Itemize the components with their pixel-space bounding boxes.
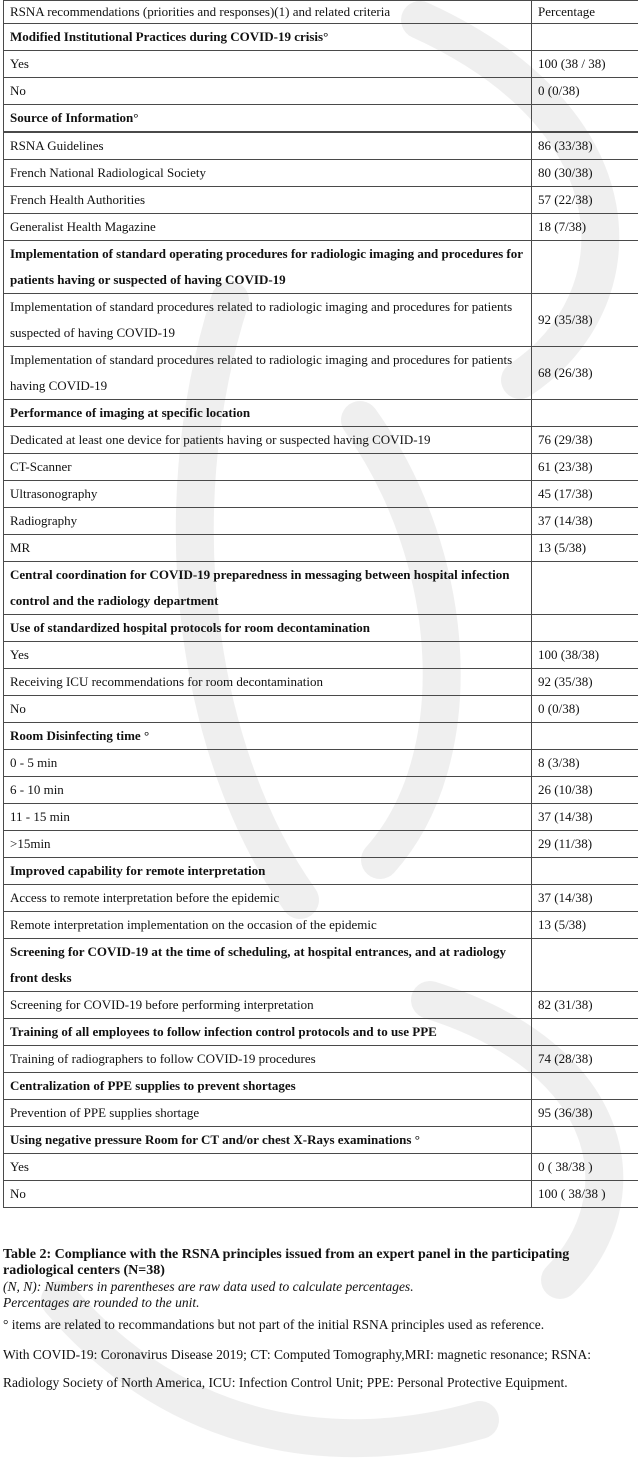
row-percentage: 61 (23/38) [532,454,638,481]
row-percentage [532,105,638,132]
table-row [4,912,638,939]
row-percentage: 100 (38/38) [532,642,638,669]
row-label: French National Radiological Society [4,160,532,187]
row-percentage [532,400,638,427]
table-section-row [4,241,638,294]
row-label: No [4,696,532,723]
row-percentage [532,1019,638,1046]
row-percentage: 92 (35/38) [532,294,638,347]
caption-note-rounding: Percentages are rounded to the unit. [3,1295,200,1310]
row-percentage: 8 (3/38) [532,750,638,777]
section-label: Source of Information° [4,105,532,132]
row-percentage [532,1127,638,1154]
table-section-row [4,723,638,750]
row-label: MR [4,535,532,562]
row-percentage [532,1073,638,1100]
row-percentage: 29 (11/38) [532,831,638,858]
table-row [4,1100,638,1127]
row-percentage [532,939,638,992]
row-label: Training of radiographers to follow COVID-19 procedures [4,1046,532,1073]
row-percentage: 80 (30/38) [532,160,638,187]
row-label: RSNA Guidelines [4,133,532,160]
table-row [4,777,638,804]
table-row [4,294,638,347]
compliance-table [3,0,638,1208]
table-row [4,642,638,669]
section-label: Implementation of standard operating procedures for radiologic imaging and procedures for patients having or suspected of having COVID-19 [4,241,532,294]
row-label: 6 - 10 min [4,777,532,804]
row-label: Dedicated at least one device for patients having or suspected having COVID-19 [4,427,532,454]
row-percentage [532,24,638,51]
row-percentage: 57 (22/38) [532,187,638,214]
caption-title: Table 2: Compliance with the RSNA principles issued from an expert panel in the participating radiological centers (N=38) [3,1247,570,1278]
table-section-row [4,1127,638,1154]
row-percentage [532,858,638,885]
row-label: 0 - 5 min [4,750,532,777]
row-percentage: 45 (17/38) [532,481,638,508]
table-row [4,160,638,187]
table-section-row [4,400,638,427]
table-row [4,669,638,696]
row-percentage: 13 (5/38) [532,535,638,562]
section-label: Use of standardized hospital protocols for room decontamination [4,615,532,642]
section-label: Improved capability for remote interpretation [4,858,532,885]
row-percentage [532,241,638,294]
table-section-row [4,1073,638,1100]
row-percentage: 18 (7/38) [532,214,638,241]
header-percentage: Percentage [532,1,638,24]
table-row [4,214,638,241]
row-label: Yes [4,1154,532,1181]
row-percentage: 0 (0/38) [532,78,638,105]
section-label: Room Disinfecting time ° [4,723,532,750]
section-label: Using negative pressure Room for CT and/or chest X-Rays examinations ° [4,1127,532,1154]
row-label: Remote interpretation implementation on the occasion of the epidemic [4,912,532,939]
row-label: French Health Authorities [4,187,532,214]
row-label: Prevention of PPE supplies shortage [4,1100,532,1127]
row-label: Access to remote interpretation before the epidemic [4,885,532,912]
row-percentage: 37 (14/38) [532,508,638,535]
section-label: Screening for COVID-19 at the time of scheduling, at hospital entrances, and at radiology front desks [4,939,532,992]
table-row [4,831,638,858]
table-row [4,696,638,723]
section-label: Training of all employees to follow infection control protocols and to use PPE [4,1019,532,1046]
table-row [4,427,638,454]
table-section-row [4,1019,638,1046]
row-label: Screening for COVID-19 before performing interpretation [4,992,532,1019]
row-label: No [4,78,532,105]
table-row [4,508,638,535]
row-percentage: 13 (5/38) [532,912,638,939]
row-label: Implementation of standard procedures related to radiologic imaging and procedures for patients suspected of having COVID-19 [4,294,532,347]
row-label: Yes [4,642,532,669]
row-percentage: 68 (26/38) [532,347,638,400]
table-row [4,481,638,508]
table-section-row [4,858,638,885]
row-label: >15min [4,831,532,858]
row-label: Yes [4,51,532,78]
row-percentage: 92 (35/38) [532,669,638,696]
section-label: Central coordination for COVID-19 preparedness in messaging between hospital infection control and the radiology department [4,562,532,615]
table-row [4,51,638,78]
table-row [4,535,638,562]
row-percentage [532,615,638,642]
caption-note-raw-data: (N, N): Numbers in parentheses are raw data used to calculate percentages. [3,1279,414,1294]
row-percentage: 100 (38 / 38) [532,51,638,78]
row-label: Ultrasonography [4,481,532,508]
row-label: Generalist Health Magazine [4,214,532,241]
section-label: Performance of imaging at specific location [4,400,532,427]
table-row [4,1046,638,1073]
table-row [4,187,638,214]
table-section-row [4,24,638,51]
row-percentage: 86 (33/38) [532,133,638,160]
table-section-row [4,105,638,132]
caption-note-degree: ° items are related to recommandations but not part of the initial RSNA principles used as reference. [3,1317,545,1332]
table-section-row [4,939,638,992]
row-percentage: 95 (36/38) [532,1100,638,1127]
table-section-row [4,615,638,642]
section-label: Modified Institutional Practices during COVID-19 crisis° [4,24,532,51]
row-label: Radiography [4,508,532,535]
table-row [4,750,638,777]
row-label: 11 - 15 min [4,804,532,831]
row-label: No [4,1181,532,1208]
table-row [4,133,638,160]
row-percentage: 37 (14/38) [532,804,638,831]
table-row [4,804,638,831]
table-row [4,992,638,1019]
table-row [4,454,638,481]
row-percentage: 26 (10/38) [532,777,638,804]
table-section-row [4,562,638,615]
row-label: CT-Scanner [4,454,532,481]
table-caption [3,1247,633,1397]
row-label: Implementation of standard procedures related to radiologic imaging and procedures for patients having COVID-19 [4,347,532,400]
table-row [4,1181,638,1208]
row-percentage: 0 ( 38/38 ) [532,1154,638,1181]
row-label: Receiving ICU recommendations for room decontamination [4,669,532,696]
row-percentage: 0 (0/38) [532,696,638,723]
section-label: Centralization of PPE supplies to prevent shortages [4,1073,532,1100]
row-percentage: 82 (31/38) [532,992,638,1019]
row-percentage [532,723,638,750]
row-percentage: 74 (28/38) [532,1046,638,1073]
row-percentage: 37 (14/38) [532,885,638,912]
table-row [4,1154,638,1181]
row-percentage: 100 ( 38/38 ) [532,1181,638,1208]
caption-abbreviations: With COVID-19: Coronavirus Disease 2019; CT: Computed Tomography,MRI: magnetic resonance; RSNA: Radiology Society of North America, ICU: Infection Control Unit; PPE: Personal Protective Equipment. [3,1347,592,1390]
table-header-row [4,1,638,24]
table-row [4,347,638,400]
row-percentage [532,562,638,615]
row-percentage: 76 (29/38) [532,427,638,454]
table-row [4,885,638,912]
table-row [4,78,638,105]
header-criteria: RSNA recommendations (priorities and responses)(1) and related criteria [4,1,532,24]
